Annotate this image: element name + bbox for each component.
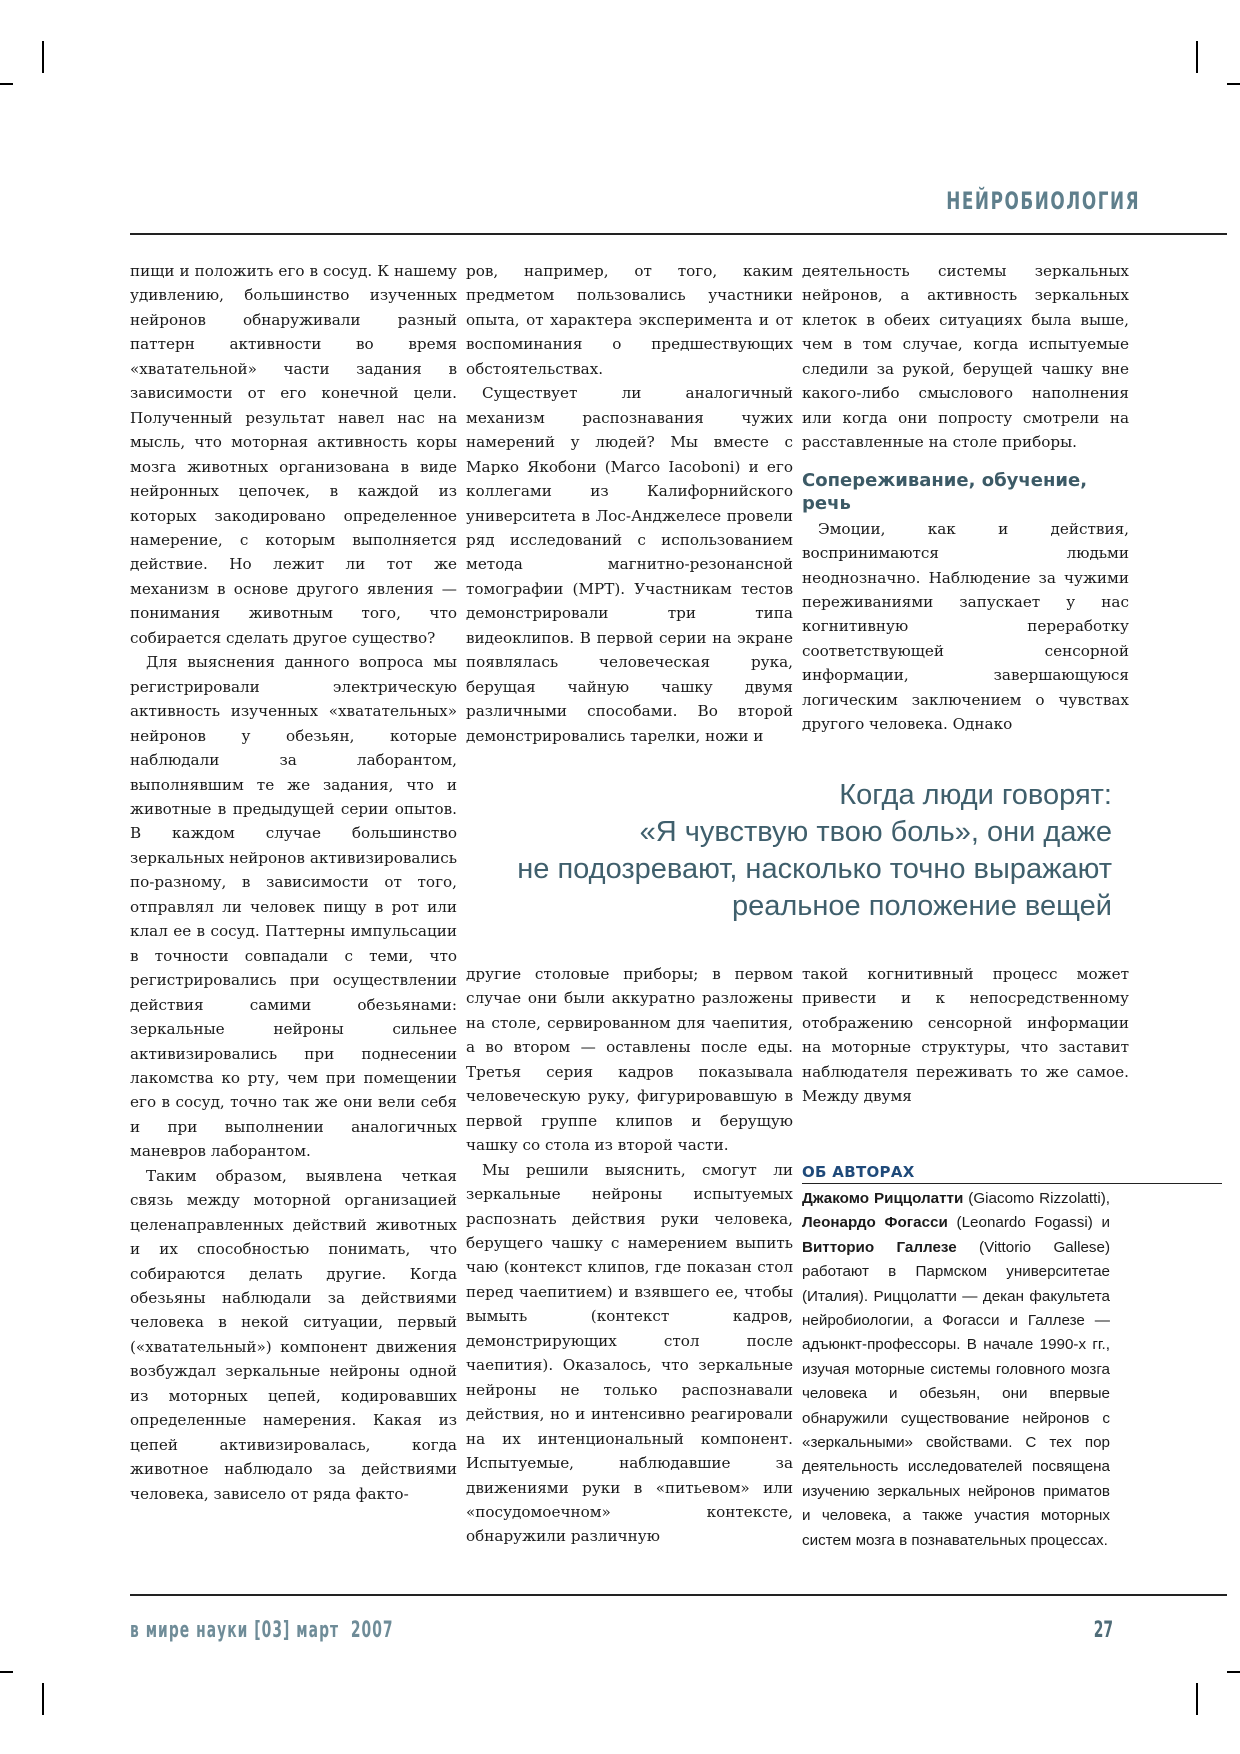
crop-mark-top-right-horizontal [1227, 83, 1240, 85]
pull-quote-line: реальное положение вещей [732, 890, 1112, 922]
author-name: Леонардо Фогасси [802, 1214, 948, 1232]
about-authors-box [802, 1163, 1222, 1553]
column-2-bottom [466, 962, 793, 1549]
paragraph: Существует ли аналогичный механизм распознавания чужих намерений у людей? Мы вместе с Марко Якобони (Marco Iacoboni) и его коллегами из Калифорнийского университета в Лос-Анджелесе провели ряд исследований с использованием метода магнитно-резонансной томографии (МРТ). Участникам тестов демонстрировали три типа видеоклипов. В первой серии на экране появлялась человеческая рука, берущая чайную чашку двумя различными способами. Во второй демонстрировались тарелки, ножи и [466, 384, 793, 745]
crop-mark-top-right-vertical [1196, 41, 1198, 73]
paragraph: такой когнитивный процесс может привести и к непосредственному отображению сенсорной информации на моторные структуры, что заставит наблюдателя переживать то же самое. Между двумя [802, 965, 1129, 1106]
author-name: Джакомо Риццолатти [802, 1190, 964, 1207]
author-bio: работают в Пармском университетае (Италия). Риццолатти — декан факультета нейробиологии, а Фогасси и Галлезе — адъюнкт-профессоры. В начале 1990-х гг., изучая моторные системы головного мозга человека и обезьян, они впервые обнаружили существование нейронов с «зеркальными» свойствами. С тех пор деятельность исследователей посвящена изучению зеркальных нейронов приматов и человека, а также участия моторных систем мозга в познавательных процессах. [802, 1263, 1110, 1549]
pull-quote-line: «Я чувствую твою боль», они даже [639, 816, 1112, 848]
crop-mark-top-left-horizontal [0, 83, 13, 85]
crop-mark-bottom-left-vertical [42, 1683, 44, 1715]
crop-mark-top-left-vertical [42, 41, 44, 73]
paragraph: ров, например, от того, каким предметом пользовались участники опыта, от характера эксперимента и от воспоминания о предшествующих обстоятельствах. [466, 262, 793, 378]
crop-mark-bottom-left-horizontal [0, 1671, 13, 1673]
author-latin-name: (Giacomo Rizzolatti), [963, 1190, 1110, 1207]
column-3-top [802, 259, 1129, 737]
paragraph: Мы решили выяснить, смогут ли зеркальные нейроны испытуемых распознать действия руки человека, берущего чашку с намерением выпить чаю (контекст клипов, где показан стол перед чаепитием) и взявшего ее, чтобы вымыть (контекст кадров, демонстрирующих стол после чаепития). Оказалось, что зеркальные нейроны не только распознавали действия, но и интенсивно реагировали на их интенциональный компонент. Испытуемые, наблюдавшие за движениями руки в «питьевом» или «посудомоечном» контексте, обнаружили различную [466, 1160, 793, 1546]
pull-quote [480, 777, 1112, 925]
subheading: Сопереживание, обучение, речь [802, 469, 1088, 514]
crop-mark-bottom-right-horizontal [1227, 1671, 1240, 1673]
footer-rule [130, 1594, 1227, 1596]
pull-quote-line: Когда люди говорят: [839, 779, 1112, 811]
author-latin-name: (Vittorio Gallese) [956, 1238, 1111, 1256]
publication-info: в мире науки [03] март 2007 [130, 1618, 394, 1643]
paragraph: Для выяснения данного вопроса мы регистрировали электрическую активность изученных «хватательных» нейронов у обезьян, которые наблюдали за лаборантом, выполнявшим те же задания, что и животные в предыдущей серии опытов. В каждом случае большинство зеркальных нейронов активизировались по-разному, в зависимости от того, отправлял ли человек пищу в рот или клал ее в сосуд. Паттерны импульсации в точности совпадали с теми, что регистрировались при осуществлении действия самими обезьянами: зеркальные нейроны сильнее активизировались при поднесении лакомства ко рту, чем при помещении его в сосуд, точно так же они вели себя и при выполнении аналогичных маневров лаборантом. [130, 653, 457, 1161]
paragraph: деятельность системы зеркальных нейронов, а активность зеркальных клеток в обеих ситуациях была выше, чем в том случае, когда испытуемые следили за рукой, берущей чашку вне какого-либо смыслового наполнения или когда они попросту смотрели на расставленные на столе приборы. [802, 262, 1129, 452]
pull-quote-line: не подозревают, насколько точно выражают [517, 853, 1112, 885]
section-title: НЕЙРОБИОЛОГИЯ [946, 187, 1141, 215]
author-latin-name: (Leonardo Fogassi) и [947, 1214, 1111, 1232]
header-rule [130, 233, 1227, 235]
paragraph: другие столовые приборы; в первом случае они были аккуратно разложены на столе, сервированном для чаепития, а во втором — оставлены после еды. Третья серия кадров показывала человеческую руку, фигурировавшую в первой группе клипов и берущую чашку со стола из второй части. [466, 965, 793, 1155]
paragraph: Таким образом, выявлена четкая связь между моторной организацией целенаправленных действий животных и их способностью понимать, что собираются делать другие. Когда обезьяны наблюдали за действиями человека в некой ситуации, первый («хватательный») компонент движения возбуждал зеркальные нейроны одной из моторных цепей, кодировавших определенные намерения. Какая из цепей активизировалась, когда животное наблюдало за действиями человека, зависело от ряда факто- [130, 1166, 457, 1503]
paragraph: Эмоции, как и действия, воспринимаются людьми неоднозначно. Наблюдение за чужими переживаниями запускает у нас когнитивную переработку соответствующей сенсорной информации, завершающуюся логическим заключением о чувствах другого человека. Однако [802, 519, 1129, 734]
about-authors-title: ОБ АВТОРАХ [802, 1163, 1222, 1184]
author-name: Витторио Галлезе [802, 1238, 957, 1256]
column-1 [130, 259, 457, 1506]
page-number: 27 [1093, 1618, 1113, 1643]
about-authors-body [802, 1187, 1110, 1553]
crop-mark-bottom-right-vertical [1196, 1683, 1198, 1715]
column-3-bottom [802, 962, 1129, 1109]
column-2-top [466, 259, 793, 748]
paragraph: пищи и положить его в сосуд. К нашему удивлению, большинство изученных нейронов обнаруживали разный паттерн активности во время «хватательной» части задания в зависимости от его конечной цели. Полученный результат навел нас на мысль, что моторная активность коры мозга животных организована в виде нейронных цепочек, в каждой из которых закодировано определенное намерение, с которым выполняется действие. Но лежит ли тот же механизм в основе другого явления — понимания животным того, что собирается сделать другое существо? [130, 262, 457, 647]
